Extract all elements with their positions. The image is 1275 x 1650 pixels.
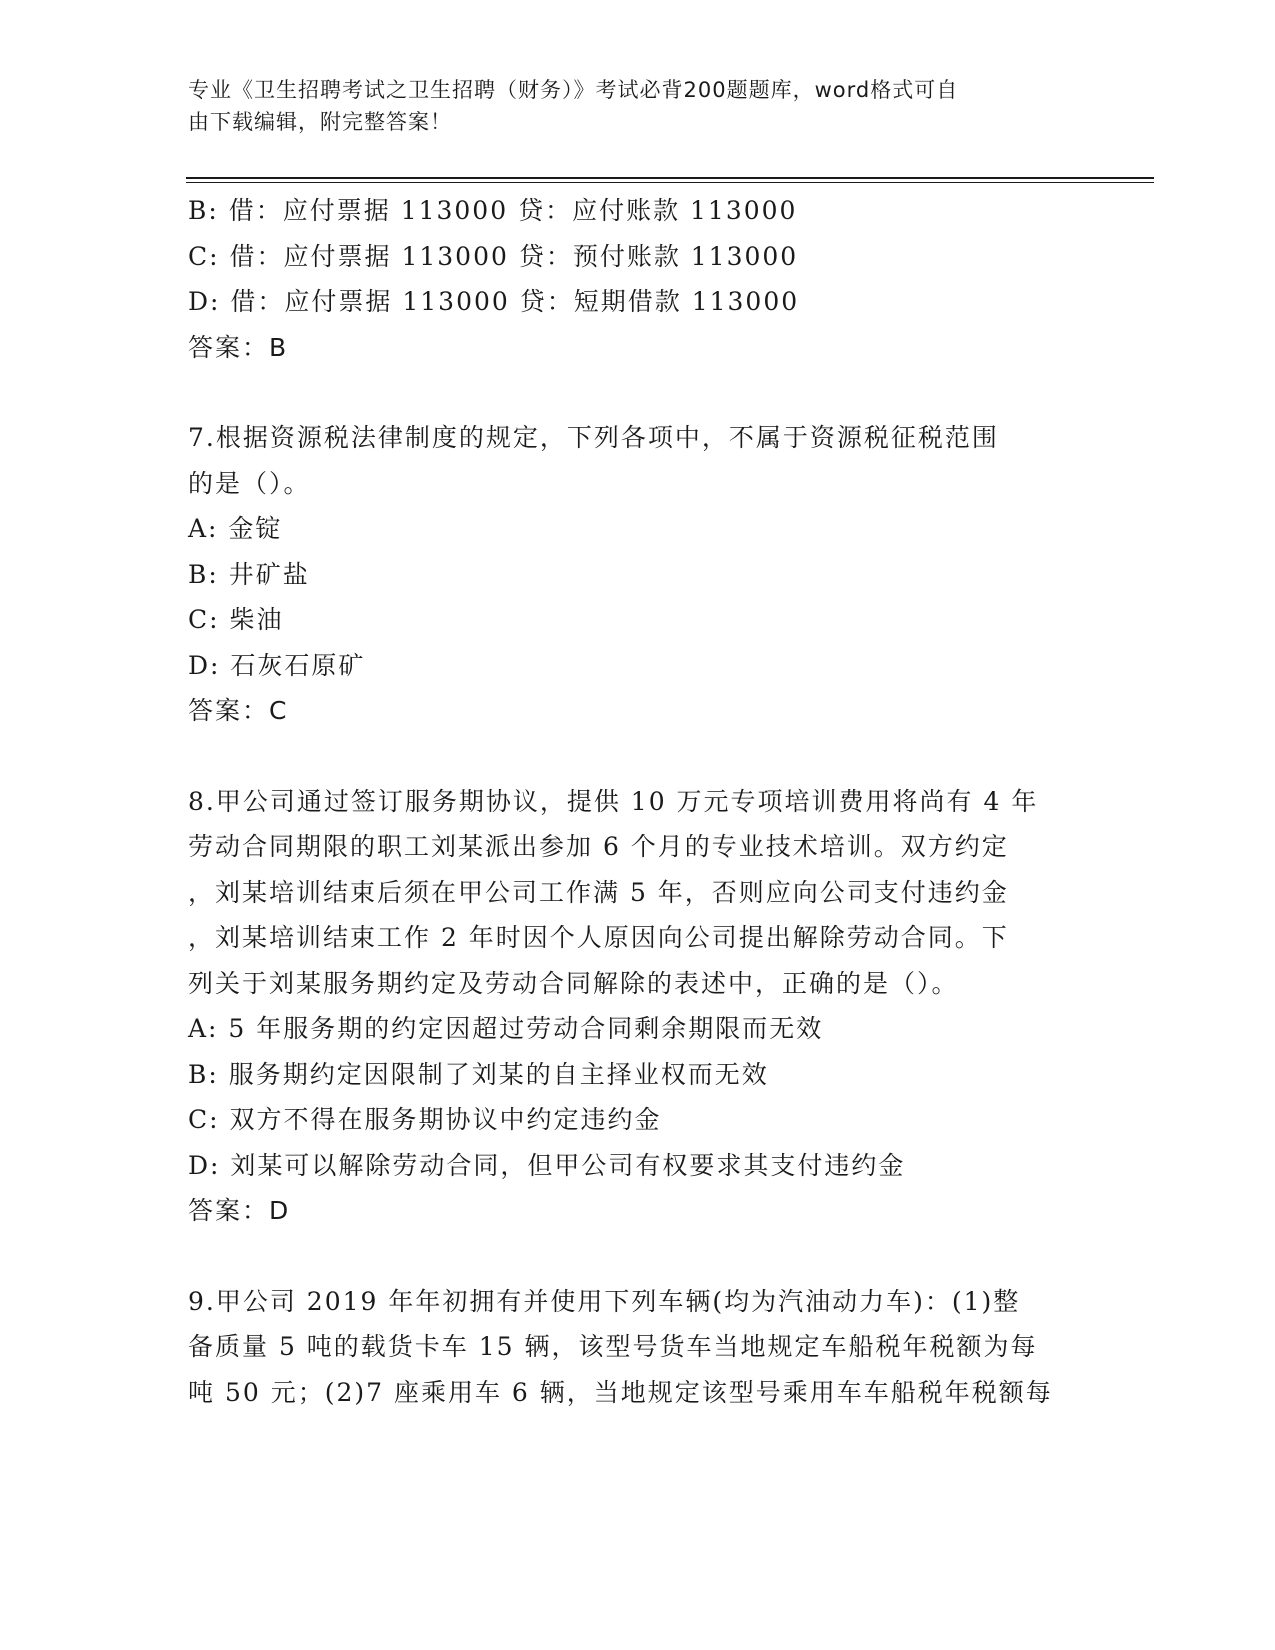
question-8 bbox=[188, 779, 1088, 1234]
question-7 bbox=[188, 415, 1088, 734]
question-stem: 备质量 5 吨的载货卡车 15 辆，该型号货车当地规定车船税年税额为每 bbox=[188, 1332, 1038, 1361]
question-stem: 的是（）。 bbox=[188, 468, 311, 498]
question-9 bbox=[188, 1279, 1088, 1416]
question-stem: 列关于刘某服务期约定及劳动合同解除的表述中，正确的是（）。 bbox=[188, 968, 959, 998]
question-stem: 吨 50 元；(2)7 座乘用车 6 辆，当地规定该型号乘用车车船税年税额每 bbox=[188, 1377, 1053, 1407]
option-d: D: 石灰石原矿 bbox=[188, 650, 366, 680]
question-stem: ，刘某培训结束工作 2 年时因个人原因向公司提出解除劳动合同。下 bbox=[188, 923, 1009, 952]
option-b: B: 井矿盐 bbox=[188, 559, 310, 589]
option-b: B: 借：应付票据 113000 贷：应付账款 113000 bbox=[188, 196, 798, 225]
option-a: A: 金锭 bbox=[188, 514, 283, 543]
option-a: A: 5 年服务期的约定因超过劳动合同剩余期限而无效 bbox=[188, 1014, 824, 1043]
header-line: 由下载编辑，附完整答案！ bbox=[188, 110, 452, 134]
option-d: D: 刘某可以解除劳动合同，但甲公司有权要求其支付违约金 bbox=[188, 1150, 906, 1180]
question-stem: 劳动合同期限的职工刘某派出参加 6 个月的专业技术培训。双方约定 bbox=[188, 832, 1009, 861]
option-c: C: 柴油 bbox=[188, 605, 284, 634]
option-d: D: 借：应付票据 113000 贷：短期借款 113000 bbox=[188, 287, 800, 316]
option-c: C: 双方不得在服务期协议中约定违约金 bbox=[188, 1105, 662, 1134]
question-stem: 7.根据资源税法律制度的规定，下列各项中，不属于资源税征税范围 bbox=[188, 423, 999, 452]
option-c: C: 借：应付票据 113000 贷：预付账款 113000 bbox=[188, 241, 799, 271]
header-line: 专业《卫生招聘考试之卫生招聘（财务）》考试必背200题题库，word格式可自 bbox=[188, 78, 959, 102]
document-body bbox=[188, 188, 1088, 1415]
answer: 答案：D bbox=[188, 1196, 291, 1225]
document-header bbox=[188, 74, 1068, 138]
question-stem: 8.甲公司通过签订服务期协议，提供 10 万元专项培训费用将尚有 4 年 bbox=[188, 786, 1039, 816]
question-stem: 9.甲公司 2019 年年初拥有并使用下列车辆(均为汽油动力车)：(1)整 bbox=[188, 1286, 1021, 1316]
answer: 答案：B bbox=[188, 332, 289, 362]
header-divider bbox=[186, 177, 1154, 179]
answer: 答案：C bbox=[188, 696, 289, 725]
question-stem: ，刘某培训结束后须在甲公司工作满 5 年，否则应向公司支付违约金 bbox=[188, 877, 1009, 907]
header-divider-thin bbox=[186, 182, 1154, 183]
option-b: B: 服务期约定因限制了刘某的自主择业权而无效 bbox=[188, 1059, 769, 1089]
question-6 bbox=[188, 188, 1088, 370]
